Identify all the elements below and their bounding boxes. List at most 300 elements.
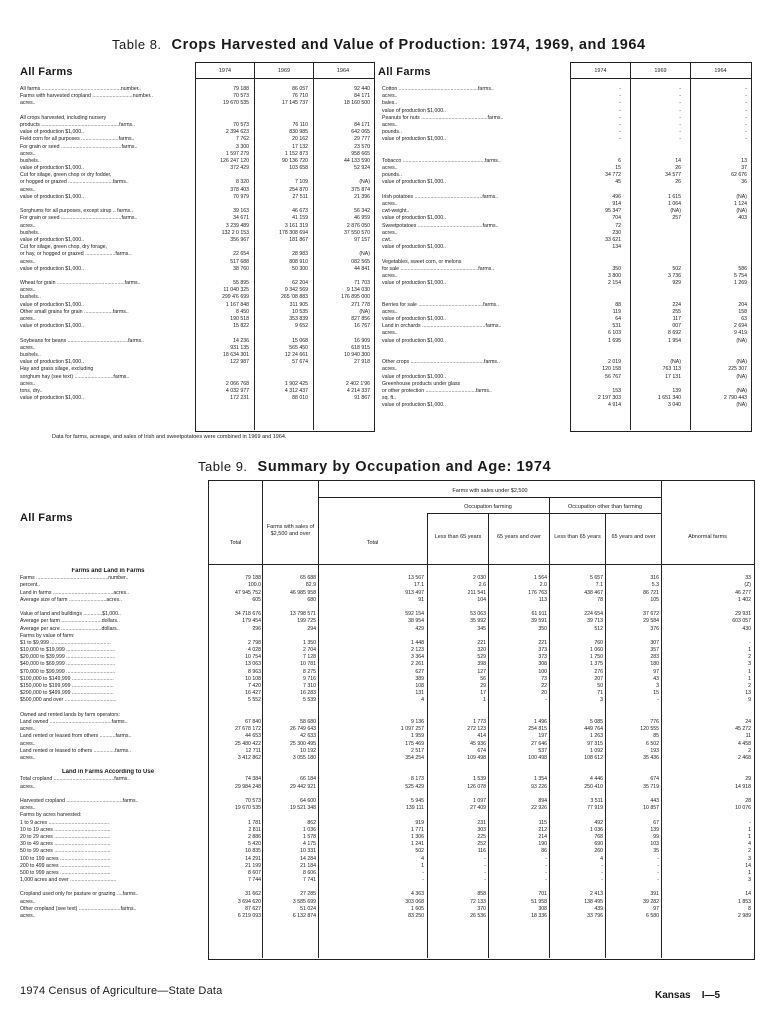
row-label: acres..: [382, 229, 398, 236]
row-value: 16 427: [245, 690, 261, 697]
row-label: $70,000 to $99,999 ..................................: [20, 668, 116, 675]
table-row: [382, 165, 748, 172]
table-row: [20, 661, 752, 668]
table-row: [20, 244, 372, 251]
row-value: 221: [477, 639, 486, 646]
row-value: 3 239 489: [225, 222, 249, 229]
row-value: -: [745, 114, 747, 121]
row-value: -: [679, 107, 681, 114]
row-value: 97 157: [354, 236, 370, 243]
row-value: 28: [745, 798, 751, 804]
row-value: 525 429: [405, 783, 424, 790]
row-label: sorghum hay (see text) ...........................farms..: [20, 373, 130, 380]
row-value: 62 676: [731, 172, 747, 179]
row-label: $150,000 to $199,999 .............................: [20, 683, 114, 689]
row-value: 126 078: [467, 783, 486, 790]
row-value: 100.0: [248, 582, 261, 589]
row-value: 502: [415, 848, 424, 855]
row-label: or hogged or grazed ...............................farms..: [20, 179, 129, 186]
row-value: 2 197 303: [597, 395, 621, 402]
row-value: 51 958: [531, 898, 547, 905]
row-value: 2 704: [303, 647, 316, 654]
row-value: 1: [748, 647, 751, 654]
table-row: [382, 330, 748, 337]
table8-number: Table 8.: [112, 37, 162, 52]
row-value: 5 420: [248, 841, 261, 848]
row-value: 27 678 172: [235, 726, 261, 733]
row-value: 85: [653, 733, 659, 740]
row-value: 16 767: [354, 323, 370, 330]
table-row: [382, 93, 748, 100]
row-label: value of production $1,000..: [382, 316, 447, 322]
row-value: 492: [594, 819, 603, 826]
row-value: 44 653: [245, 733, 261, 740]
row-value: 294: [307, 625, 316, 632]
row-value: 86 057: [292, 86, 308, 92]
row-value: -: [619, 93, 621, 100]
row-label: Average size of farm ..........................acres..: [20, 596, 122, 603]
row-label: Farms by value of farm:: [20, 632, 75, 639]
row-value: (NA): [736, 387, 747, 394]
row-value: 18 160 500: [344, 100, 370, 107]
row-value: 7 762: [236, 136, 249, 143]
row-value: 26: [675, 165, 681, 172]
row-value: 391: [650, 891, 659, 898]
row-value: -: [657, 869, 659, 876]
row-value: 100 498: [528, 754, 547, 761]
row-value: 3 364: [411, 654, 424, 661]
row-value: 55 895: [233, 280, 249, 287]
row-value: 1 615: [668, 193, 681, 200]
row-value: 9 652: [295, 323, 308, 330]
row-value: 56 767: [605, 373, 621, 380]
row-value: (NA): [736, 208, 747, 215]
row-value: 3 161 319: [284, 222, 308, 229]
row-value: 29 984 248: [235, 783, 261, 790]
row-value: -: [619, 100, 621, 107]
row-value: 254 870: [289, 186, 308, 193]
row-value: 414: [477, 733, 486, 740]
table-row: [20, 676, 752, 683]
row-value: 28 983: [292, 251, 308, 258]
table-row: [382, 223, 748, 230]
row-value: 1 750: [590, 654, 603, 661]
row-value: 10 331: [300, 848, 316, 855]
row-value: -: [484, 869, 486, 876]
table8-left-header-rule: [195, 78, 374, 79]
row-value: 29 777: [354, 136, 370, 143]
table-row: [20, 309, 372, 316]
row-value: 913 497: [405, 589, 424, 596]
table8-right-header: All Farms: [378, 66, 431, 78]
table-row: [20, 640, 752, 647]
row-value: -: [679, 136, 681, 143]
row-value: 176 895 000: [341, 294, 370, 301]
row-value: 3: [748, 661, 751, 668]
row-value: 33 796: [587, 913, 603, 919]
row-value: 86: [541, 848, 547, 855]
table-row: [382, 374, 748, 381]
table8-right-year-1969: 1969: [654, 68, 667, 74]
row-label: Vegetables, sweet corn, or melons: [382, 258, 462, 265]
row-value: 496: [612, 193, 621, 200]
row-value: 1 354: [534, 776, 547, 783]
table-row: [20, 144, 372, 151]
row-label: 20 to 29 acres .......................................: [20, 833, 111, 840]
row-label: value of production $1,000..: [20, 265, 85, 272]
row-value: 8 173: [411, 776, 424, 783]
row-value: 308: [538, 905, 547, 912]
row-value: 618 915: [351, 344, 370, 351]
row-label: Land rented or leased from others ...........farms..: [20, 733, 132, 740]
row-value: 224 654: [584, 611, 603, 618]
row-label: percent..: [20, 582, 41, 589]
table-row: [382, 316, 748, 323]
row-value: (NA): [736, 359, 747, 366]
row-value: 2 030: [473, 575, 486, 582]
table-row: [20, 100, 372, 107]
row-value: 20: [541, 690, 547, 697]
row-label: acres..: [20, 740, 36, 747]
table-row: [20, 820, 752, 827]
table-row: [20, 582, 752, 589]
row-value: 1: [748, 869, 751, 876]
row-value: 403: [738, 215, 747, 222]
table-row: [382, 352, 748, 359]
row-value: 46 959: [354, 215, 370, 222]
row-value: 1: [748, 675, 751, 682]
table8-right-year-1974: 1974: [594, 68, 607, 74]
row-value: 8: [748, 905, 751, 912]
row-label: acres..: [20, 380, 36, 387]
row-value: 690: [594, 841, 603, 848]
row-value: 63: [741, 316, 747, 322]
row-value: 2.0: [539, 582, 547, 589]
row-value: 914: [612, 201, 621, 207]
row-value: 1 853: [738, 898, 751, 905]
row-value: 299 4'6 699: [222, 294, 249, 301]
row-value: 73: [541, 675, 547, 682]
row-label: acres..: [382, 308, 398, 315]
table9-col-total: Total: [229, 540, 242, 546]
row-label: Sweetpotatoes .............................................farms..: [382, 222, 499, 229]
row-label: value of production $1,000..: [20, 193, 85, 200]
table-row: [20, 165, 372, 172]
table9-header: All Farms: [20, 512, 73, 524]
row-value: 13 567: [408, 575, 424, 582]
row-value: 19 670 535: [223, 100, 249, 107]
row-value: 10 535: [292, 308, 308, 315]
row-value: 42 633: [300, 733, 316, 740]
row-value: 17 145 737: [282, 100, 308, 107]
row-value: -: [679, 93, 681, 100]
row-label: Other small grains for grain ....................farms..: [20, 308, 129, 315]
row-value: -: [484, 862, 486, 869]
table-row: [20, 345, 372, 352]
table9-col-farm-under65: Less than 65 years: [434, 534, 482, 540]
row-value: 8 963: [248, 668, 261, 675]
table-row: [382, 215, 748, 222]
row-value: 929: [672, 280, 681, 287]
row-value: 16 283: [300, 690, 316, 697]
row-value: 1 597 279: [225, 150, 249, 157]
table-row: [20, 172, 372, 179]
table-row: [20, 597, 752, 604]
table-row: [20, 618, 752, 625]
row-value: 71: [597, 690, 603, 697]
table-row: [382, 172, 748, 179]
table-row: [382, 244, 748, 251]
row-value: 34 577: [665, 172, 681, 179]
row-value: 4 032 977: [225, 387, 249, 394]
row-value: 830 985: [289, 129, 308, 136]
row-value: 4 363: [411, 891, 424, 898]
table-row: [20, 122, 372, 129]
row-value: 674: [477, 747, 486, 754]
table-row: [20, 805, 752, 812]
row-label: for sale ......................................................farms..: [382, 265, 495, 272]
table-row: [382, 115, 748, 122]
table9-col-other-65over: 65 years and over: [611, 534, 656, 540]
row-value: 4: [748, 841, 751, 848]
row-label: Irish potatoes ...............................................farms..: [382, 193, 499, 200]
table-row: [382, 302, 748, 309]
row-label: bales..: [382, 100, 398, 107]
row-label: Cut for silage, green chop or dry fodder,: [20, 172, 112, 179]
row-value: 139: [650, 826, 659, 833]
table-row: [20, 647, 752, 654]
table-row: [20, 201, 372, 208]
row-label: value of production $1,000..: [20, 129, 85, 136]
row-value: 26 536: [470, 913, 486, 919]
row-value: 17.1: [413, 582, 424, 589]
row-label: 10 to 19 acres .......................................: [20, 826, 111, 833]
row-value: 565 450: [289, 344, 308, 351]
row-value: 9 342 569: [284, 287, 308, 294]
row-value: 1 241: [411, 841, 424, 848]
row-value: -: [545, 862, 547, 869]
table-row: [382, 294, 748, 301]
table-row: [20, 683, 752, 690]
row-value: 6 502: [646, 740, 659, 747]
row-value: 3 412 862: [237, 754, 261, 761]
table-row: [20, 208, 372, 215]
row-value: 283: [650, 654, 659, 661]
row-value: -: [679, 121, 681, 128]
table-row: [20, 841, 752, 848]
row-value: 214: [538, 833, 547, 840]
table9-col-sales-over: Farms with sales of $2,500 and over: [266, 524, 315, 537]
row-label: For grain or seed ..........................................farms..: [20, 215, 138, 222]
row-value: 260: [594, 848, 603, 855]
row-value: 78: [597, 596, 603, 603]
table-row: [20, 388, 372, 395]
row-value: 430: [742, 625, 751, 632]
row-value: 2.6: [478, 582, 486, 589]
row-value: 9 716: [303, 675, 316, 682]
row-value: 11 040 325: [223, 287, 249, 294]
row-value: 231: [477, 819, 486, 826]
row-value: 10 940 300: [344, 351, 370, 358]
table-row: [382, 273, 748, 280]
row-label: Sorghums for all purposes, except sirup .. farms..: [20, 208, 134, 215]
row-value: 429: [415, 625, 424, 632]
row-value: 2 989: [738, 913, 751, 919]
row-value: 44 841: [354, 265, 370, 272]
row-value: 1 306: [411, 833, 424, 840]
row-value: 74 384: [245, 776, 261, 783]
row-value: 776: [650, 718, 659, 725]
row-value: 35 719: [643, 783, 659, 790]
table-row: [20, 856, 752, 863]
table-row: [382, 201, 748, 208]
row-label: cwt-weight..: [382, 208, 410, 215]
row-label: Average per acre ............................dollars..: [20, 625, 120, 632]
table-row: [20, 179, 372, 186]
row-value: 1 605: [411, 905, 424, 912]
row-label: pounds..: [382, 172, 402, 179]
row-value: 3 694 620: [237, 898, 261, 905]
table-row: [20, 129, 372, 136]
row-value: 38 760: [233, 265, 249, 272]
row-value: 768: [594, 833, 603, 840]
row-value: 172 231: [230, 395, 249, 402]
row-value: 127: [477, 668, 486, 675]
row-label: acres..: [20, 316, 36, 322]
row-value: 627: [415, 668, 424, 675]
row-value: 1: [748, 668, 751, 675]
row-value: 14 291: [245, 855, 261, 862]
row-label: value of production $1,000..: [382, 337, 447, 344]
row-value: 4: [421, 855, 424, 862]
row-value: 6 132 874: [292, 913, 316, 919]
row-value: 4 312 437: [284, 387, 308, 394]
row-value: 88 010: [292, 395, 308, 402]
row-value: 57 674: [292, 359, 308, 366]
row-value: 139: [672, 387, 681, 394]
row-value: 007: [672, 323, 681, 330]
table-row: [20, 266, 372, 273]
row-label: value of production $1,000..: [382, 179, 447, 186]
table-row: [20, 366, 372, 373]
row-value: 1 651 340: [657, 395, 681, 402]
row-value: 2 811: [248, 826, 261, 833]
row-value: -: [545, 697, 547, 704]
table-row: [20, 273, 372, 280]
row-value: -: [745, 93, 747, 100]
row-value: 131: [415, 690, 424, 697]
row-value: 17 131: [665, 373, 681, 380]
row-value: 37 672: [643, 611, 659, 618]
row-value: 67 840: [245, 718, 261, 725]
row-value: 1 954: [668, 337, 681, 344]
row-value: 265 '08 883: [281, 294, 308, 301]
row-label: Total cropland ..........................................farms..: [20, 776, 131, 783]
row-label: acres..: [20, 913, 36, 919]
row-value: 14 918: [735, 783, 751, 790]
row-value: -: [745, 86, 747, 92]
row-value: 22 654: [233, 251, 249, 258]
row-value: 1 496: [534, 718, 547, 725]
row-value: 1 092: [590, 747, 603, 754]
row-value: 5.3: [651, 582, 659, 589]
row-value: 5 539: [303, 697, 316, 704]
row-value: 296: [252, 625, 261, 632]
row-value: 56 342: [354, 208, 370, 215]
table-row: [20, 834, 752, 841]
table-row: [20, 798, 752, 805]
row-value: (NA): [736, 402, 747, 409]
row-value: 1 578: [303, 833, 316, 840]
row-value: 1 539: [473, 776, 486, 783]
row-label: 1,000 acres and over ................................: [20, 877, 117, 884]
row-value: 373: [538, 647, 547, 654]
row-value: 862: [307, 819, 316, 826]
table-row: [20, 784, 752, 791]
row-value: 113: [538, 596, 547, 603]
table-row: [382, 108, 748, 115]
row-value: 7 741: [303, 877, 316, 884]
row-value: 9: [748, 697, 751, 704]
row-value: 10 857: [643, 805, 659, 812]
row-value: 15: [615, 165, 621, 172]
row-value: 2: [748, 654, 751, 661]
row-value: 10 192: [300, 747, 316, 754]
row-value: -: [749, 639, 751, 646]
row-value: 31 662: [245, 891, 261, 898]
row-value: -: [422, 877, 424, 884]
table-row: [382, 280, 748, 287]
row-value: 3 511: [590, 798, 603, 804]
row-value: 115: [538, 819, 547, 826]
row-value: 79 188: [233, 86, 249, 92]
row-value: 858: [477, 891, 486, 898]
row-value: 3 800: [608, 272, 621, 279]
row-value: 15 068: [292, 337, 308, 344]
row-value: 29: [745, 776, 751, 783]
row-value: 272 123: [467, 726, 486, 733]
row-label: Tobacco .........................................................farms..: [382, 157, 501, 164]
row-value: 370: [477, 905, 486, 912]
row-label: 100 to 199 acres ...................................: [20, 855, 111, 862]
section-gap: [20, 762, 752, 769]
row-value: 763 113: [662, 366, 681, 373]
table-row: [382, 86, 748, 93]
row-value: 15: [653, 690, 659, 697]
row-value: 605: [252, 596, 261, 603]
row-value: 176 763: [528, 589, 547, 596]
row-value: 10 076: [735, 805, 751, 812]
row-value: 230: [612, 229, 621, 236]
row-value: 212: [538, 826, 547, 833]
row-value: 181 867: [289, 236, 308, 243]
table-row: [20, 719, 752, 726]
row-value: (NA): [359, 308, 370, 315]
row-label: All farms .......................................................number..: [20, 86, 142, 92]
row-value: (NA): [736, 373, 747, 380]
row-label: tons, dry..: [20, 387, 43, 394]
row-value: 2 154: [608, 280, 621, 287]
row-value: -: [745, 121, 747, 128]
table9-title-text: Summary by Occupation and Age: 1974: [257, 459, 552, 475]
row-value: 70 573: [233, 121, 249, 128]
row-value: 254 815: [528, 726, 547, 733]
row-label: Cotton .......................................................farms..: [382, 86, 494, 92]
footer-publication: 1974 Census of Agriculture—State Data: [20, 985, 223, 997]
table9-col-other-under65: Less than 65 years: [554, 534, 601, 540]
row-value: 21 396: [354, 193, 370, 200]
row-value: -: [657, 697, 659, 704]
